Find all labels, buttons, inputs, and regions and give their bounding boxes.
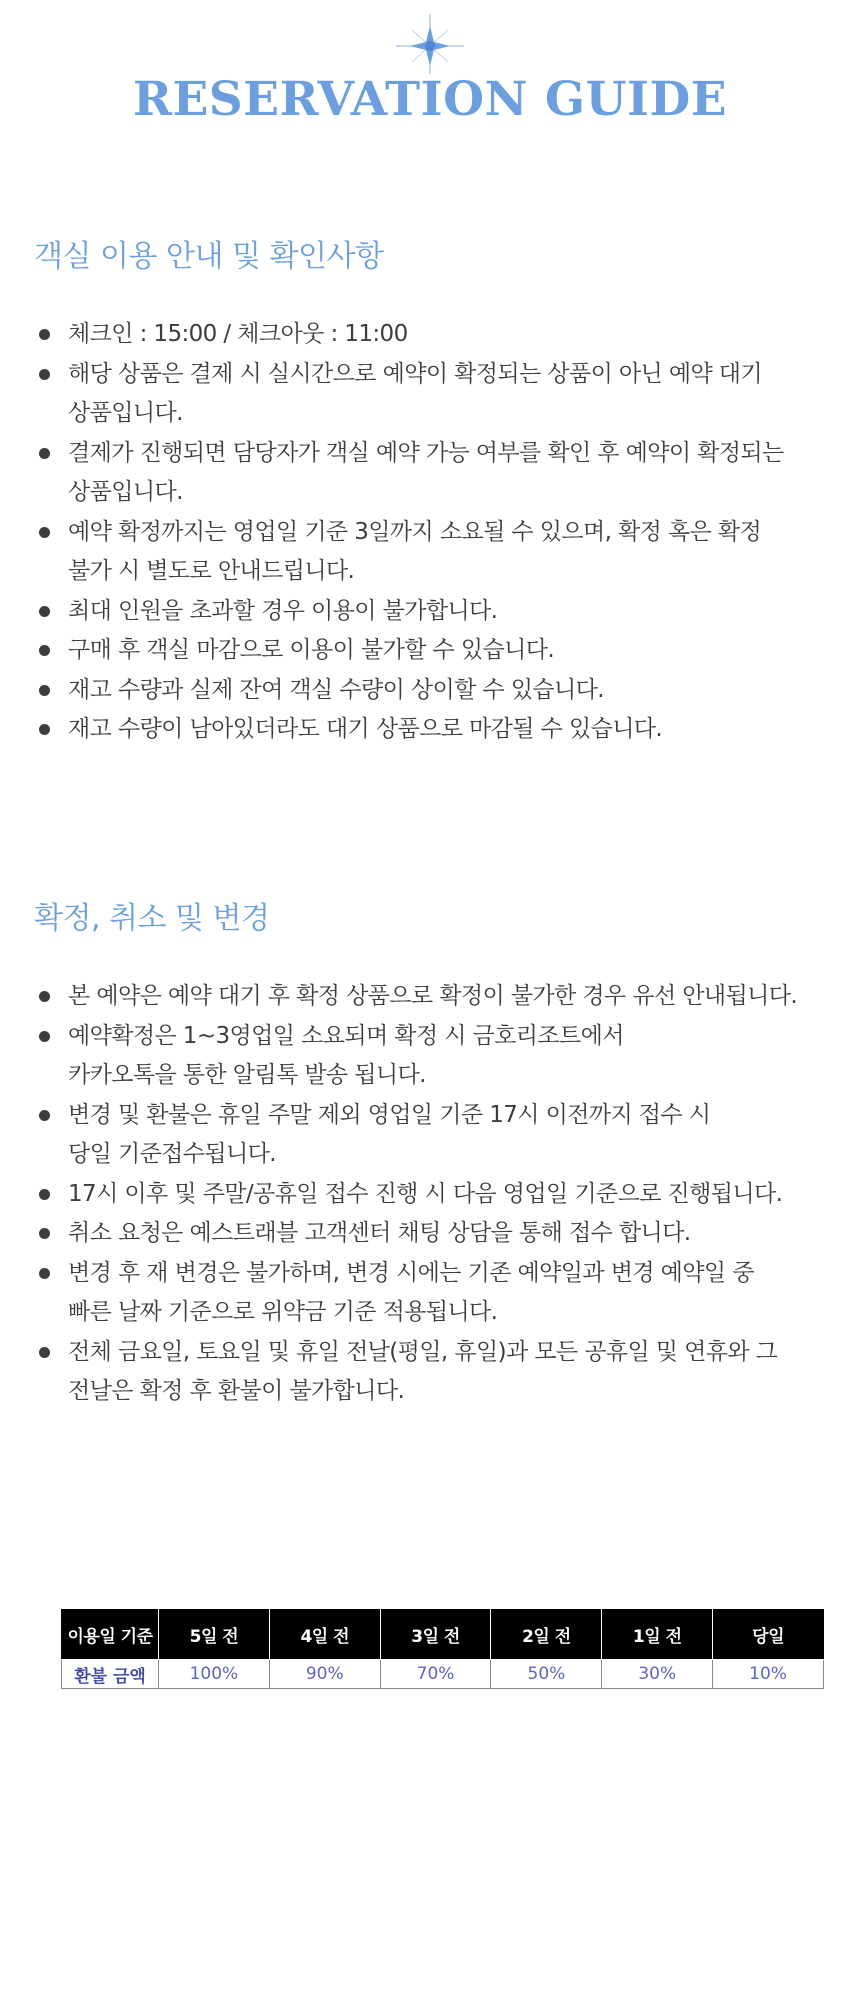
header-cell: 당일 bbox=[713, 1610, 824, 1660]
header-cell: 1일 전 bbox=[602, 1610, 713, 1660]
room-guide-list bbox=[34, 315, 834, 750]
confirm-cancel-list bbox=[34, 977, 834, 1412]
list-item-text: 취소 요청은 예스트래블 고객센터 채팅 상담을 통해 접수 합니다. bbox=[68, 1220, 691, 1246]
list-item bbox=[34, 1333, 834, 1412]
list-item bbox=[34, 710, 834, 750]
row-label-refund-amount: 환불 금액 bbox=[62, 1660, 159, 1689]
refund-policy-table bbox=[61, 1609, 824, 1689]
section-title-room-guide: 객실 이용 안내 및 확인사항 bbox=[34, 239, 384, 274]
page-title: RESERVATION GUIDE bbox=[132, 72, 728, 127]
refund-value-cell: 30% bbox=[602, 1660, 713, 1689]
list-item bbox=[34, 1254, 834, 1333]
list-item-text: 해당 상품은 결제 시 실시간으로 예약이 확정되는 상품이 아닌 예약 대기 상품입니다. bbox=[68, 360, 763, 426]
list-item-text: 체크인 : 15:00 / 체크아웃 : 11:00 bbox=[68, 321, 408, 347]
page-header bbox=[0, 0, 860, 130]
bullet-dot-icon bbox=[39, 645, 50, 656]
list-item-text: 재고 수량이 남아있더라도 대기 상품으로 마감될 수 있습니다. bbox=[68, 716, 663, 742]
bullet-dot-icon bbox=[39, 1189, 50, 1200]
bullet-dot-icon bbox=[39, 1031, 50, 1042]
list-item-text: 본 예약은 예약 대기 후 확정 상품으로 확정이 불가한 경우 유선 안내됩니다. bbox=[68, 983, 798, 1009]
refund-value-cell: 90% bbox=[269, 1660, 380, 1689]
list-item-text: 결제가 진행되면 담당자가 객실 예약 가능 여부를 확인 후 예약이 확정되는 상품입니다. bbox=[68, 439, 784, 505]
list-item bbox=[34, 1214, 834, 1254]
refund-table-header-row bbox=[62, 1610, 824, 1660]
section-title-confirm-cancel: 확정, 취소 및 변경 bbox=[34, 901, 270, 936]
list-item bbox=[34, 434, 834, 513]
list-item bbox=[34, 671, 834, 711]
list-item bbox=[34, 631, 834, 671]
refund-table-row bbox=[62, 1660, 824, 1689]
list-item bbox=[34, 592, 834, 632]
list-item-text: 17시 이후 및 주말/공휴일 접수 진행 시 다음 영업일 기준으로 진행됩니다. bbox=[68, 1180, 783, 1207]
list-item bbox=[34, 355, 834, 434]
refund-value-cell: 70% bbox=[380, 1660, 491, 1689]
bullet-dot-icon bbox=[39, 1347, 50, 1358]
header-cell: 5일 전 bbox=[159, 1610, 270, 1660]
list-item bbox=[34, 513, 834, 592]
bullet-dot-icon bbox=[39, 685, 50, 696]
bullet-dot-icon bbox=[39, 369, 50, 380]
list-item-text: 전체 금요일, 토요일 및 휴일 전날(평일, 휴일)과 모든 공휴일 및 연휴와 그 전날은 확정 후 환불이 불가합니다. bbox=[68, 1338, 778, 1404]
bullet-dot-icon bbox=[39, 1110, 50, 1121]
bullet-dot-icon bbox=[39, 1228, 50, 1239]
sparkle-star-icon bbox=[390, 12, 470, 76]
header-cell-usage-date: 이용일 기준 bbox=[62, 1610, 159, 1660]
list-item-text: 변경 및 환불은 휴일 주말 제외 영업일 기준 17시 이전까지 접수 시 당일 기준접수됩니다. bbox=[68, 1101, 711, 1167]
bullet-dot-icon bbox=[39, 606, 50, 617]
list-item-text: 최대 인원을 초과할 경우 이용이 불가합니다. bbox=[68, 597, 498, 624]
bullet-dot-icon bbox=[39, 1268, 50, 1279]
list-item-text: 예약확정은 1~3영업일 소요되며 확정 시 금호리조트에서 카카오톡을 통한 알림톡 발송 됩니다. bbox=[68, 1022, 624, 1088]
list-item bbox=[34, 1096, 834, 1175]
list-item-text: 예약 확정까지는 영업일 기준 3일까지 소요될 수 있으며, 확정 혹은 확정 불가 시 별도로 안내드립니다. bbox=[68, 518, 762, 584]
list-item bbox=[34, 315, 834, 355]
bullet-dot-icon bbox=[39, 991, 50, 1002]
list-item bbox=[34, 1175, 834, 1215]
bullet-dot-icon bbox=[39, 329, 50, 340]
list-item-text: 구매 후 객실 마감으로 이용이 불가할 수 있습니다. bbox=[68, 637, 555, 663]
list-item bbox=[34, 977, 834, 1017]
bullet-dot-icon bbox=[39, 448, 50, 459]
list-item-text: 재고 수량과 실제 잔여 객실 수량이 상이할 수 있습니다. bbox=[68, 676, 604, 703]
header-cell: 4일 전 bbox=[269, 1610, 380, 1660]
refund-value-cell: 50% bbox=[491, 1660, 602, 1689]
bullet-dot-icon bbox=[39, 724, 50, 735]
header-cell: 3일 전 bbox=[380, 1610, 491, 1660]
header-cell: 2일 전 bbox=[491, 1610, 602, 1660]
list-item bbox=[34, 1017, 834, 1096]
refund-value-cell: 100% bbox=[159, 1660, 270, 1689]
refund-value-cell: 10% bbox=[713, 1660, 824, 1689]
list-item-text: 변경 후 재 변경은 불가하며, 변경 시에는 기존 예약일과 변경 예약일 중 빠른 날짜 기준으로 위약금 기준 적용됩니다. bbox=[68, 1259, 754, 1325]
bullet-dot-icon bbox=[39, 527, 50, 538]
